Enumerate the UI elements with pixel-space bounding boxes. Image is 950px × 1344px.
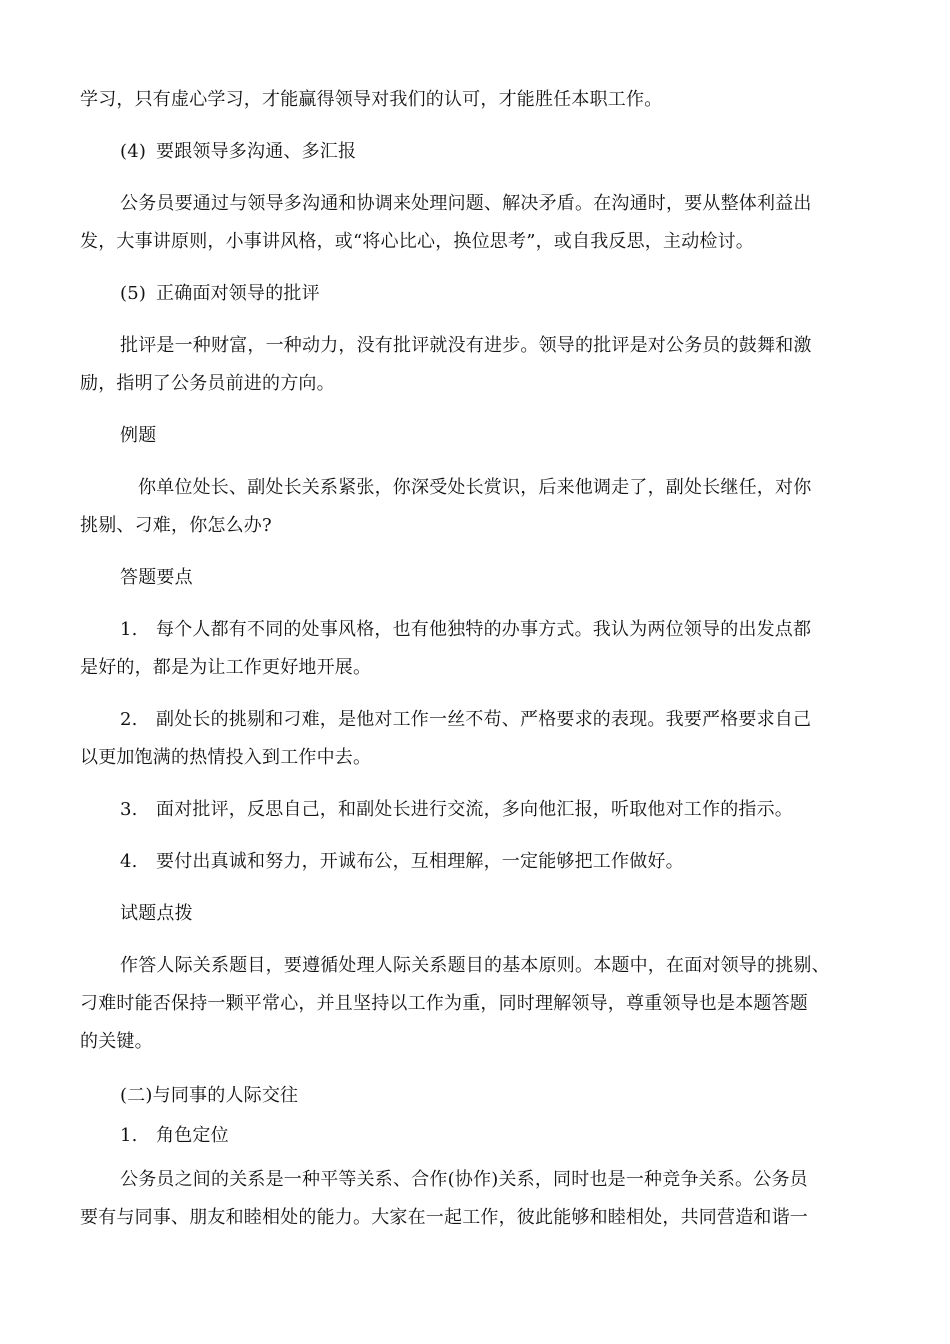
answer-point-2-line2: 以更加饱满的热情投入到工作中去。: [80, 747, 372, 768]
answer-point-1-line1: [120, 618, 811, 642]
paragraph-communication-line2: 发，大事讲原则，小事讲风格，或“将心比心，换位思考”，或自我反思，主动检讨。: [80, 231, 755, 252]
answer-point-4: [120, 850, 684, 874]
tips-paragraph-line3: 的关键。: [80, 1031, 153, 1052]
answer-point-3-text: 面对批评，反思自己，和副处长进行交流，多向他汇报，听取他对工作的指示。: [156, 799, 793, 820]
answer-point-2-number: 2.: [120, 709, 138, 730]
answer-point-3-number: 3.: [120, 799, 138, 820]
tips-paragraph-line2: 刁难时能否保持一颗平常心，并且坚持以工作为重，同时理解领导，尊重领导也是本题答题: [80, 993, 808, 1014]
role-paragraph-line1: 公务员之间的关系是一种平等关系、合作(协作)关系，同时也是一种竞争关系。公务员: [120, 1169, 808, 1190]
role-paragraph-line2: 要有与同事、朋友和睦相处的能力。大家在一起工作，彼此能够和睦相处，共同营造和谐一: [80, 1207, 808, 1228]
answer-point-4-text: 要付出真诚和努力，开诚布公，互相理解，一定能够把工作做好。: [156, 851, 684, 872]
heading-5-text: 正确面对领导的批评: [156, 283, 320, 304]
tips-heading: 试题点拨: [120, 903, 193, 924]
section-heading-colleagues: (二)与同事的人际交往: [120, 1085, 299, 1106]
answer-point-2-text: 副处长的挑剔和刁难，是他对工作一丝不苟、严格要求的表现。我要严格要求自己: [156, 709, 812, 730]
heading-4-number: (4): [120, 141, 147, 162]
paragraph-communication-line1: 公务员要通过与领导多沟通和协调来处理问题、解决矛盾。在沟通时，要从整体利益出: [120, 193, 812, 214]
paragraph-criticism-line1: 批评是一种财富，一种动力，没有批评就没有进步。领导的批评是对公务员的鼓舞和激: [120, 335, 812, 356]
answer-point-2-line1: [120, 708, 811, 732]
example-question-line2: 挑剔、刁难，你怎么办?: [80, 515, 272, 536]
heading-4-text: 要跟领导多沟通、多汇报: [156, 141, 357, 162]
heading-5: [120, 282, 320, 306]
paragraph-criticism-line2: 励，指明了公务员前进的方向。: [80, 373, 335, 394]
answer-point-1-number: 1.: [120, 619, 138, 640]
answer-point-1-text: 每个人都有不同的处事风格，也有他独特的办事方式。我认为两位领导的出发点都: [156, 619, 812, 640]
heading-4: [120, 140, 356, 164]
answer-point-1-line2: 是好的，都是为让工作更好地开展。: [80, 657, 372, 678]
heading-5-number: (5): [120, 283, 147, 304]
answer-point-4-number: 4.: [120, 851, 138, 872]
answer-points-heading: 答题要点: [120, 567, 193, 588]
example-heading: 例题: [120, 425, 157, 446]
subheading-role-number: 1.: [120, 1125, 138, 1146]
tips-paragraph-line1: 作答人际关系题目，要遵循处理人际关系题目的基本原则。本题中，在面对领导的挑剔、: [120, 955, 830, 976]
subheading-role-text: 角色定位: [156, 1125, 229, 1146]
example-question-line1: 你单位处长、副处长关系紧张，你深受处长赏识，后来他调走了，副处长继任，对你: [138, 477, 812, 498]
subheading-role: [120, 1124, 229, 1148]
paragraph-continuation: 学习，只有虚心学习，才能赢得领导对我们的认可，才能胜任本职工作。: [80, 89, 663, 110]
answer-point-3: [120, 798, 793, 822]
